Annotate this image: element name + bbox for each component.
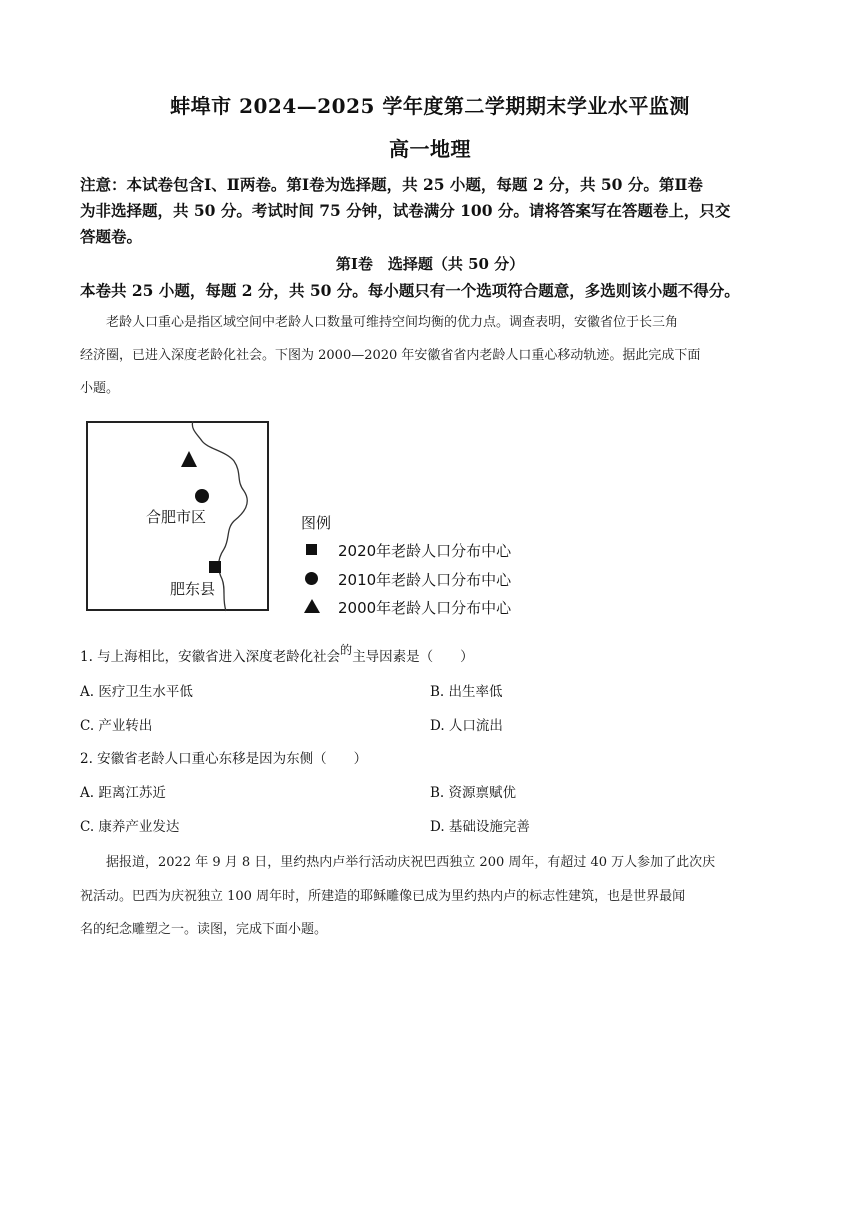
- question-1-option-a[interactable]: A. 医疗卫生水平低: [80, 684, 193, 700]
- question-1-stem-a: 1. 与上海相比，安徽省进入深度老龄化社会: [80, 649, 341, 665]
- map-label-hefei: 合肥市区: [146, 508, 207, 526]
- subject-title: 高一地理: [389, 137, 471, 161]
- circle-icon: [305, 572, 318, 585]
- question-2-stem: 2. 安徽省老龄人口重心东移是因为东侧（ ）: [80, 751, 368, 767]
- notice-line-3: 答题卷。: [80, 227, 143, 246]
- triangle-marker-2000: [181, 451, 197, 467]
- section-heading: 第Ⅰ卷 选择题（共 50 分）: [335, 255, 525, 273]
- legend-item-2010: 2010年老龄人口分布中心: [338, 571, 512, 589]
- circle-marker-2010: [195, 489, 209, 503]
- question-2-option-a[interactable]: A. 距离江苏近: [80, 785, 166, 801]
- question-1-option-c[interactable]: C. 产业转出: [80, 718, 153, 734]
- passage-1-line-3: 小题。: [80, 381, 120, 396]
- legend-item-2000: 2000年老龄人口分布中心: [338, 599, 512, 617]
- question-2-option-b[interactable]: B. 资源禀赋优: [430, 785, 517, 801]
- notice-line-2: 为非选择题，共 50 分。考试时间 75 分钟，试卷满分 100 分。请将答案写在答题卷上，只交: [80, 201, 731, 220]
- square-icon: [306, 544, 317, 555]
- question-2-option-d[interactable]: D. 基础设施完善: [430, 819, 530, 835]
- question-1-option-d[interactable]: D. 人口流出: [430, 718, 503, 734]
- question-1-stem: [80, 643, 680, 667]
- passage-1-line-2: 经济圈，已进入深度老龄化社会。下图为 2000—2020 年安徽省省内老龄人口重心移动轨迹。据此完成下面: [80, 348, 701, 363]
- question-1-stem-b: 主导因素是（ ）: [352, 649, 474, 665]
- question-2-option-c[interactable]: C. 康养产业发达: [80, 819, 180, 835]
- section-instruction: 本卷共 25 小题，每题 2 分，共 50 分。每小题只有一个选项符合题意，多选则该小题不得分。: [80, 281, 740, 300]
- square-marker-2020: [209, 561, 221, 573]
- legend-title: 图例: [301, 514, 332, 532]
- passage-2-line-3: 名的纪念雕塑之一。读图，完成下面小题。: [80, 922, 328, 937]
- map-label-feidong: 肥东县: [170, 580, 216, 598]
- passage-2-line-1: 据报道，2022 年 9 月 8 日，里约热内卢举行活动庆祝巴西独立 200 周年，有超过 40 万人参加了此次庆: [106, 855, 716, 870]
- passage-1-line-1: 老龄人口重心是指区域空间中老龄人口数量可维持空间均衡的优力点。调查表明，安徽省位于长三角: [106, 315, 679, 330]
- legend-item-2020: 2020年老龄人口分布中心: [338, 542, 512, 560]
- exam-title: 蚌埠市 2024—2025 学年度第二学期期末学业水平监测: [170, 94, 690, 118]
- question-1-option-b[interactable]: B. 出生率低: [430, 684, 503, 700]
- triangle-icon: [303, 598, 321, 614]
- passage-2-line-2: 祝活动。巴西为庆祝独立 100 周年时，所建造的耶稣雕像已成为里约热内卢的标志性建筑，也是世界最闻: [80, 889, 686, 904]
- question-1-stem-sup: 的: [340, 643, 353, 657]
- notice-line-1: 注意：本试卷包含Ⅰ、Ⅱ两卷。第Ⅰ卷为选择题，共 25 小题，每题 2 分，共 50 分。第Ⅱ卷: [80, 175, 703, 194]
